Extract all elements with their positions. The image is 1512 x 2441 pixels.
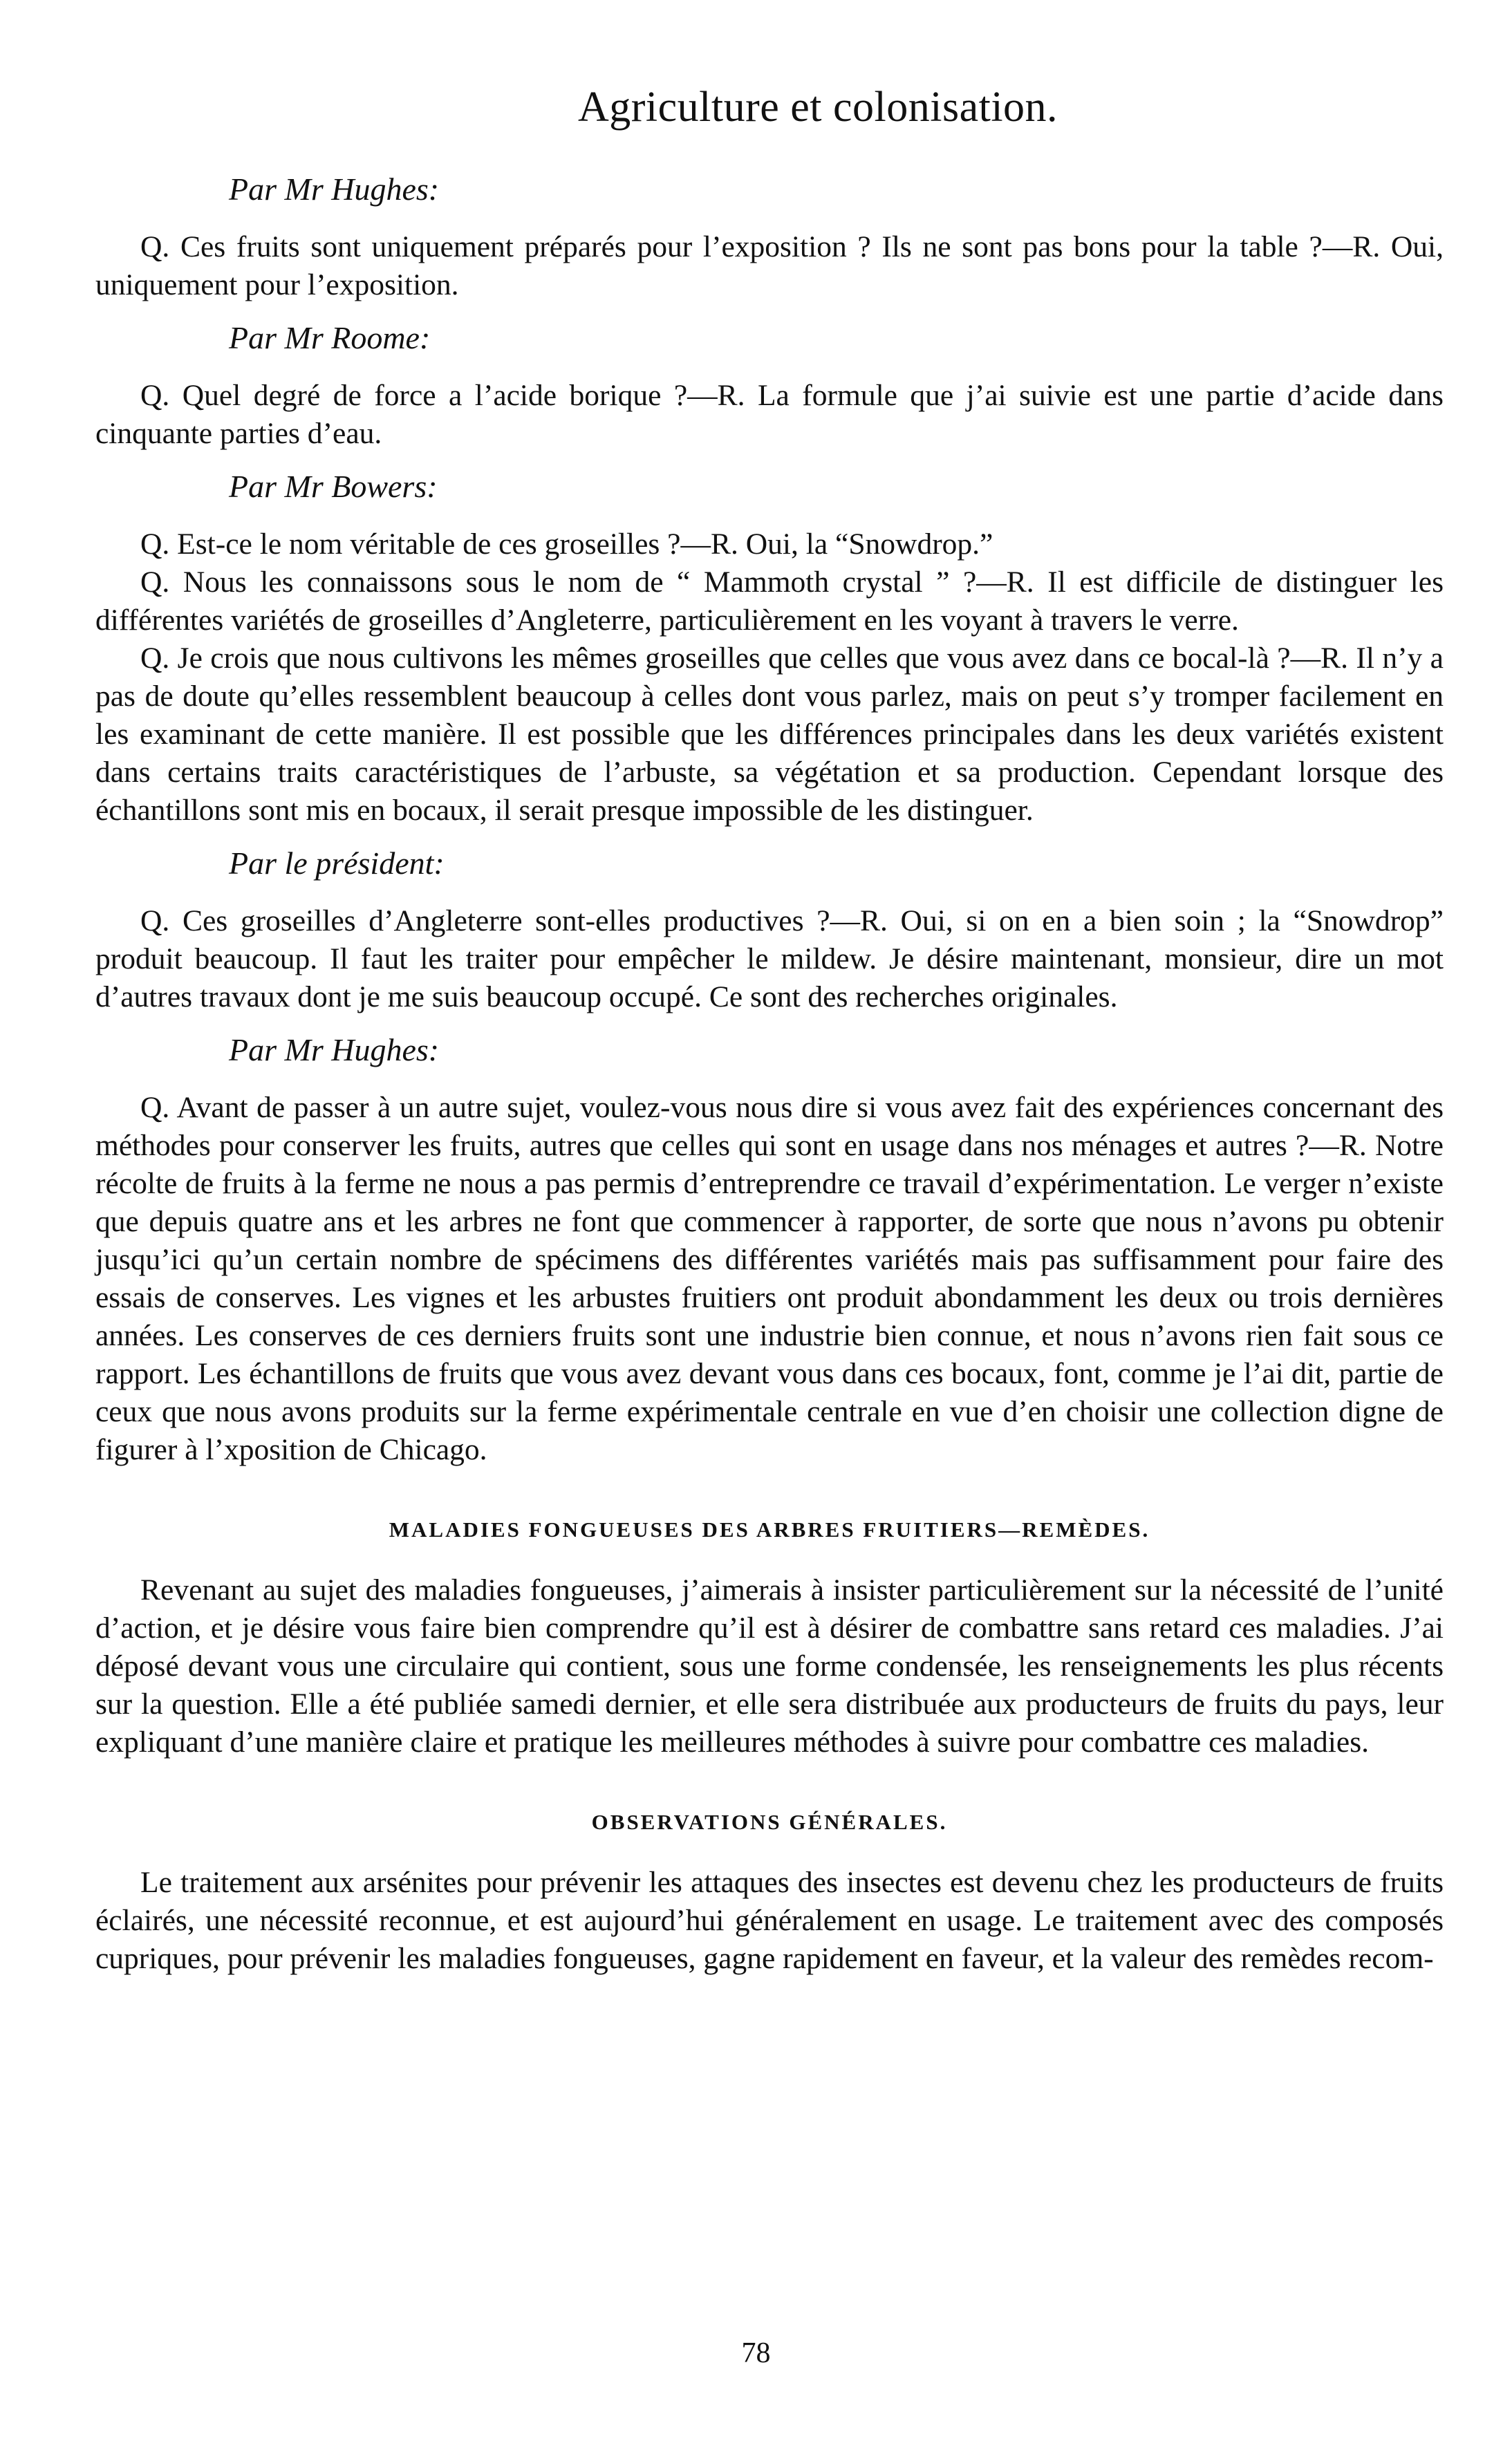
qa-paragraph: Q. Est-ce le nom véritable de ces groseilles ?—R. Oui, la “Snowdrop.” [140,527,993,561]
body-paragraph: Le traitement aux arsénites pour prévenir les attaques des insectes est devenu chez les producteurs de fruits éclairés, une nécessité reconnue, et est aujourd’hui généralement en usage. Le traitement avec des composés cupriques, pour prévenir les maladies fongueuses, gagne rapidement en faveur, et la valeur des remèdes recom- [95,1866,1444,1975]
speaker-label: Par Mr Hughes: [229,1032,440,1067]
page-number: 78 [741,2337,771,2369]
section-heading: MALADIES FONGUEUSES DES ARBRES FRUITIERS—REMÈDES. [389,1517,1150,1542]
body-paragraph: Revenant au sujet des maladies fongueuses, j’aimerais à insister particulièrement sur la nécessité de l’unité d’action, et je désire vous faire bien comprendre qu’il est à désirer de combattre sans retard ces maladies. J’ai déposé devant vous une circulaire qui contient, sous une forme condensée, les renseignements les plus récents sur la question. Elle a été publiée samedi dernier, et elle sera distribuée aux producteurs de fruits du pays, leur expliquant d’une manière claire et pratique les meilleures méthodes à suivre pour combattre ces maladies. [95,1573,1444,1759]
page [95,83,1444,1993]
qa-paragraph: Q. Quel degré de force a l’acide borique ?—R. La formule que j’ai suivie est une partie d’acide dans cinquante parties d’eau. [95,379,1444,450]
speaker-label: Par Mr Bowers: [229,469,438,504]
qa-paragraph: Q. Avant de passer à un autre sujet, voulez-vous nous dire si vous avez fait des expériences concernant des méthodes pour conserver les fruits, autres que celles qui sont en usage dans nos ménages et autres ?—R. Notre récolte de fruits à la ferme ne nous a pas permis d’entreprendre ce travail d’expérimentation. Le verger n’existe que depuis quatre ans et les arbres ne font que commencer à rapporter, de sorte que nous n’avons pu obtenir jusqu’ici qu’un certain nombre de spécimens des différentes variétés mais pas suffisamment pour faire des essais de conserves. Les vignes et les arbustes fruitiers ont produit abondamment les deux ou trois dernières années. Les conserves de ces derniers fruits sont une industrie bien connue, et nous n’avons rien fait sous ce rapport. Les échantillons de fruits que vous avez devant vous dans ces bocaux, font, comme je l’ai dit, partie de ceux que nous avons produits sur la ferme expérimentale centrale en vue d’en choisir une collection digne de figurer à l’xposition de Chicago. [95,1091,1444,1466]
qa-paragraph: Q. Nous les connaissons sous le nom de “ Mammoth crystal ” ?—R. Il est difficile de distinguer les différentes variétés de groseilles d’Angleterre, particulièrement en les voyant à travers le verre. [95,565,1444,637]
section-heading: OBSERVATIONS GÉNÉRALES. [591,1810,948,1834]
speaker-label: Par le président: [229,845,445,881]
qa-paragraph: Q. Ces fruits sont uniquement préparés pour l’exposition ? Ils ne sont pas bons pour la table ?—R. Oui, uniquement pour l’exposition. [95,230,1444,301]
qa-paragraph: Q. Ces groseilles d’Angleterre sont-elles productives ?—R. Oui, si on en a bien soin ; la “Snowdrop” produit beaucoup. Il faut les traiter pour empêcher le mildew. Je désire maintenant, monsieur, dire un mot d’autres travaux dont je me suis beaucoup occupé. Ce sont des recherches originales. [95,904,1444,1013]
qa-paragraph: Q. Je crois que nous cultivons les mêmes groseilles que celles que vous avez dans ce bocal-là ?—R. Il n’y a pas de doute qu’elles ressemblent beaucoup à celles dont vous parlez, mais on peut s’y tromper facilement en les examinant de cette manière. Il est possible que les différences principales dans les deux variétés existent dans certains traits caractéristiques de l’arbuste, sa végétation et sa production. Cependant lorsque des échantillons sont mis en bocaux, il serait presque impossible de les distinguer. [95,642,1444,827]
speaker-label: Par Mr Roome: [229,320,431,355]
running-head: Agriculture et colonisation. [577,84,1058,131]
speaker-label: Par Mr Hughes: [229,171,440,207]
